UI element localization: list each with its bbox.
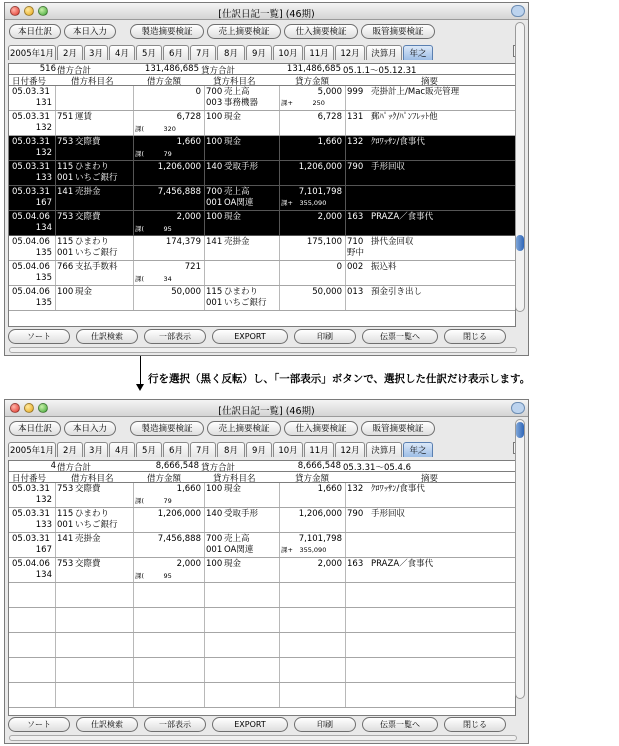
memo-text: 売掛計上/Mac販売管理 (371, 87, 460, 97)
scroll-thumb[interactable] (516, 235, 524, 251)
debit-amount: 50,000 (171, 287, 201, 297)
manufacturing-memo-check-button[interactable]: 製造摘要検証 (130, 24, 204, 39)
col-memo: 摘要 (421, 474, 439, 484)
sort-button[interactable]: ソート (8, 329, 70, 344)
tab-8[interactable]: 9月 (246, 45, 272, 60)
table-row[interactable] (9, 86, 515, 111)
entry-count: 516 (39, 64, 56, 74)
table-row[interactable] (9, 161, 515, 186)
memo-text: 掛代金回収 (371, 237, 414, 247)
tab-10[interactable]: 11月 (304, 45, 334, 60)
period-range: 05.1.1～05.12.31 (343, 66, 417, 76)
debit-account-code: 141 (57, 534, 74, 544)
admin-memo-check-button[interactable]: 販管摘要検証 (361, 24, 435, 39)
summary-row (9, 461, 515, 472)
table-row[interactable] (9, 286, 515, 311)
debit-account-code: 115 (57, 509, 74, 519)
journal-grid (8, 460, 516, 716)
tab-1[interactable]: 2月 (57, 45, 83, 60)
credit-account-name: 受取手形 (224, 509, 259, 519)
entry-count: 4 (50, 461, 56, 471)
export-button[interactable]: EXPORT (212, 717, 288, 732)
tab-9[interactable]: 10月 (273, 45, 303, 60)
tab-12[interactable]: 決算月 (366, 442, 402, 457)
debit-sub-code: 001 (57, 173, 74, 183)
purchase-memo-check-button[interactable]: 仕入摘要検証 (284, 421, 358, 436)
credit-account-code: 100 (206, 212, 223, 222)
col-debit-amount: 借方金額 (147, 77, 182, 87)
entry-date: 05.04.06 (12, 287, 50, 297)
credit-account-code: 700 (206, 187, 223, 197)
memo-text: ｸﾛﾜｯｻﾝ/食事代 (371, 137, 425, 147)
debit-total: 8,666,548 (155, 461, 199, 471)
credit-account-name: 売上高 (224, 87, 250, 97)
entry-number: 167 (35, 198, 52, 208)
voucher-list-button[interactable]: 伝票一覧へ (362, 329, 438, 344)
memo-text-sub: 野中 (347, 248, 365, 258)
credit-sub-name: いちご銀行 (224, 298, 267, 308)
entry-date: 05.04.06 (12, 559, 50, 569)
debit-tax: 課( 34 (135, 275, 172, 283)
debit-amount: 1,660 (176, 137, 201, 147)
debit-sub-name: いちご銀行 (75, 520, 118, 530)
admin-memo-check-button[interactable]: 販管摘要検証 (361, 421, 435, 436)
toolbar-toggle-icon[interactable] (511, 5, 525, 17)
window-title: [仕訳日記一覧] (46期) (218, 9, 315, 20)
memo-text: 手形回収 (371, 509, 406, 519)
memo-code: 002 (347, 262, 364, 272)
close-button[interactable]: 閉じる (444, 717, 506, 732)
empty-row[interactable] (9, 633, 515, 658)
memo-code: 999 (347, 87, 364, 97)
memo-text: 預金引き出し (371, 287, 423, 297)
credit-amount: 2,000 (317, 559, 342, 569)
tab-2[interactable]: 3月 (84, 45, 108, 60)
purchase-memo-check-button[interactable]: 仕入摘要検証 (284, 24, 358, 39)
entry-number: 133 (35, 173, 52, 183)
entry-date: 05.03.31 (12, 87, 50, 97)
debit-amount: 721 (184, 262, 201, 272)
debit-account-name: 交際費 (75, 484, 101, 494)
debit-amount: 174,379 (165, 237, 201, 247)
journal-rows (9, 483, 515, 708)
empty-row[interactable] (9, 583, 515, 608)
debit-amount: 2,000 (176, 212, 201, 222)
tab-5[interactable]: 6月 (163, 45, 189, 60)
memo-text: PRAZA／食事代 (371, 559, 434, 569)
debit-account-name: 売掛金 (75, 187, 101, 197)
vertical-scrollbar[interactable] (515, 22, 525, 312)
debit-amount: 1,206,000 (157, 509, 201, 519)
tab-4[interactable]: 5月 (136, 442, 162, 457)
debit-amount: 7,456,888 (157, 534, 201, 544)
credit-account-code: 100 (206, 112, 223, 122)
credit-total-label: 貸方合計 (201, 66, 236, 76)
print-button[interactable]: 印刷 (294, 329, 356, 344)
debit-tax: 課( 95 (135, 225, 172, 233)
entry-date: 05.03.31 (12, 484, 50, 494)
entry-date: 05.03.31 (12, 187, 50, 197)
print-button[interactable]: 印刷 (294, 717, 356, 732)
credit-total-label: 貸方合計 (201, 463, 236, 473)
period-range: 05.3.31～05.4.6 (343, 463, 411, 473)
debit-sub-code: 001 (57, 248, 74, 258)
credit-account-name: 売掛金 (224, 237, 250, 247)
tab-6[interactable]: 7月 (190, 45, 216, 60)
today-input-button[interactable]: 本日入力 (64, 24, 116, 39)
entry-date: 05.03.31 (12, 509, 50, 519)
debit-account-code: 115 (57, 237, 74, 247)
entry-number: 134 (35, 223, 52, 233)
credit-account-code: 100 (206, 137, 223, 147)
credit-account-code: 700 (206, 534, 223, 544)
credit-tax: 課+ 355,090 (281, 199, 327, 207)
tab-1[interactable]: 2月 (57, 442, 83, 457)
debit-amount: 6,728 (176, 112, 201, 122)
summary-row (9, 64, 515, 75)
entry-number: 135 (35, 298, 52, 308)
col-credit-amount: 貸方金額 (295, 77, 330, 87)
credit-account-name: 現金 (224, 112, 242, 122)
memo-text: ｸﾛﾜｯｻﾝ/食事代 (371, 484, 425, 494)
debit-tax: 課( 95 (135, 572, 172, 580)
entry-number: 131 (35, 98, 52, 108)
credit-account-code: 700 (206, 87, 223, 97)
memo-code: 132 (347, 484, 364, 494)
debit-tax: 課( 320 (135, 125, 176, 133)
today-input-button[interactable]: 本日入力 (64, 421, 116, 436)
month-tabs (5, 42, 528, 60)
tab-12[interactable]: 決算月 (366, 45, 402, 60)
col-date-number: 日付番号 (12, 77, 47, 87)
credit-account-code: 140 (206, 509, 223, 519)
credit-sub-name: OA関連 (224, 545, 254, 555)
table-row[interactable] (9, 211, 515, 236)
credit-account-code: 115 (206, 287, 223, 297)
credit-account-name: 現金 (224, 212, 242, 222)
entry-number: 132 (35, 123, 52, 133)
journal-window-full (4, 2, 529, 356)
credit-account-name: 受取手形 (224, 162, 259, 172)
credit-amount: 2,000 (317, 212, 342, 222)
down-arrow-icon (140, 356, 141, 386)
debit-account-code: 141 (57, 187, 74, 197)
table-row[interactable] (9, 111, 515, 136)
today-journal-button[interactable]: 本日仕訳 (9, 24, 61, 39)
debit-account-code: 100 (57, 287, 74, 297)
credit-sub-code: 001 (206, 198, 223, 208)
memo-code: 131 (347, 112, 364, 122)
title-bar (5, 3, 528, 20)
credit-amount: 50,000 (312, 287, 342, 297)
tab-4[interactable]: 5月 (136, 45, 162, 60)
partial-display-button[interactable]: 一部表示 (144, 329, 206, 344)
bottom-toolbar (8, 717, 506, 732)
col-date-number: 日付番号 (12, 474, 47, 484)
debit-account-name: 現金 (75, 287, 93, 297)
debit-account-code: 753 (57, 559, 74, 569)
journal-rows (9, 86, 515, 311)
debit-account-name: ひまわり (75, 162, 110, 172)
credit-amount: 175,100 (306, 237, 342, 247)
partial-display-button[interactable]: 一部表示 (144, 717, 206, 732)
col-memo: 摘要 (421, 77, 439, 87)
credit-sub-code: 003 (206, 98, 223, 108)
debit-account-code: 753 (57, 484, 74, 494)
entry-number: 167 (35, 545, 52, 555)
credit-amount: 7,101,798 (298, 534, 342, 544)
entry-date: 05.04.06 (12, 212, 50, 222)
credit-account-name: 売上高 (224, 534, 250, 544)
col-credit-account: 貸方科目名 (213, 474, 256, 484)
debit-account-name: ひまわり (75, 509, 110, 519)
credit-tax: 課+ 355,090 (281, 546, 327, 554)
toolbar (5, 20, 528, 42)
credit-amount: 1,660 (317, 484, 342, 494)
debit-account-name: 支払手数料 (75, 262, 118, 272)
entry-number: 134 (35, 570, 52, 580)
debit-account-code: 766 (57, 262, 74, 272)
debit-amount: 0 (195, 87, 201, 97)
credit-account-code: 140 (206, 162, 223, 172)
tab-0[interactable]: 2005年1月 (8, 442, 56, 457)
debit-account-name: 運賃 (75, 112, 93, 122)
month-tabs (5, 439, 528, 457)
debit-account-name: 交際費 (75, 137, 101, 147)
entry-number: 135 (35, 248, 52, 258)
journal-search-button[interactable]: 仕訳検索 (76, 329, 138, 344)
window-title: [仕訳日記一覧] (46期) (218, 406, 315, 417)
tab-8[interactable]: 9月 (246, 442, 272, 457)
entry-date: 05.03.31 (12, 112, 50, 122)
debit-amount: 1,660 (176, 484, 201, 494)
entry-number: 135 (35, 273, 52, 283)
tab-5[interactable]: 6月 (163, 442, 189, 457)
bottom-toolbar (8, 329, 506, 344)
memo-text: 手形回収 (371, 162, 406, 172)
col-debit-amount: 借方金額 (147, 474, 182, 484)
col-credit-account: 貸方科目名 (213, 77, 256, 87)
debit-account-name: 交際費 (75, 212, 101, 222)
entry-date: 05.03.31 (12, 137, 50, 147)
credit-sub-code: 001 (206, 545, 223, 555)
col-credit-amount: 貸方金額 (295, 474, 330, 484)
credit-amount: 1,206,000 (298, 509, 342, 519)
credit-account-code: 141 (206, 237, 223, 247)
empty-row[interactable] (9, 683, 515, 708)
entry-date: 05.04.06 (12, 237, 50, 247)
empty-row[interactable] (9, 658, 515, 683)
debit-account-code: 115 (57, 162, 74, 172)
memo-text: 振込料 (371, 262, 397, 272)
entry-date: 05.03.31 (12, 162, 50, 172)
journal-search-button[interactable]: 仕訳検索 (76, 717, 138, 732)
journal-grid (8, 63, 516, 327)
memo-code: 163 (347, 212, 364, 222)
tab-0[interactable]: 2005年1月 (8, 45, 56, 60)
table-row[interactable] (9, 261, 515, 286)
close-button[interactable]: 閉じる (444, 329, 506, 344)
credit-account-code: 100 (206, 484, 223, 494)
debit-tax: 課( 79 (135, 150, 172, 158)
debit-amount: 1,206,000 (157, 162, 201, 172)
memo-code: 790 (347, 162, 364, 172)
memo-code: 710 (347, 237, 364, 247)
column-header (9, 472, 515, 483)
tab-13[interactable]: 年之 (403, 45, 433, 60)
debit-amount: 2,000 (176, 559, 201, 569)
entry-number: 132 (35, 148, 52, 158)
horizontal-scrollbar[interactable] (9, 347, 517, 353)
memo-text: 郵ﾊﾟｯｸ/ﾊﾟﾝﾌﾚｯﾄ他 (371, 112, 438, 122)
tab-11[interactable]: 12月 (335, 45, 365, 60)
credit-account-name: ひまわり (224, 287, 259, 297)
journal-window-filtered (4, 399, 529, 744)
debit-sub-name: いちご銀行 (75, 248, 118, 258)
credit-total: 8,666,548 (297, 461, 341, 471)
table-row[interactable] (9, 483, 515, 508)
column-header (9, 75, 515, 86)
credit-account-name: 現金 (224, 484, 242, 494)
horizontal-scrollbar[interactable] (9, 735, 517, 741)
debit-total: 131,486,685 (144, 64, 199, 74)
credit-amount: 0 (336, 262, 342, 272)
credit-sub-code: 001 (206, 298, 223, 308)
debit-amount: 7,456,888 (157, 187, 201, 197)
debit-account-code: 751 (57, 112, 74, 122)
entry-date: 05.03.31 (12, 534, 50, 544)
credit-amount: 6,728 (317, 112, 342, 122)
table-row[interactable] (9, 186, 515, 211)
tab-3[interactable]: 4月 (109, 45, 135, 60)
tab-2[interactable]: 3月 (84, 442, 108, 457)
entry-number: 133 (35, 520, 52, 530)
tab-10[interactable]: 11月 (304, 442, 334, 457)
credit-sub-name: 事務機器 (224, 98, 259, 108)
entry-date: 05.04.06 (12, 262, 50, 272)
debit-total-label: 借方合計 (57, 66, 92, 76)
col-debit-account: 借方科目名 (71, 77, 114, 87)
credit-total: 131,486,685 (286, 64, 341, 74)
credit-account-name: 売上高 (224, 187, 250, 197)
debit-account-name: 交際費 (75, 559, 101, 569)
debit-total-label: 借方合計 (57, 463, 92, 473)
debit-account-name: 売掛金 (75, 534, 101, 544)
col-debit-account: 借方科目名 (71, 474, 114, 484)
credit-account-name: 現金 (224, 137, 242, 147)
scroll-thumb[interactable] (516, 422, 524, 438)
memo-code: 163 (347, 559, 364, 569)
toolbar (5, 417, 528, 439)
memo-code: 013 (347, 287, 364, 297)
voucher-list-button[interactable]: 伝票一覧へ (362, 717, 438, 732)
toolbar-toggle-icon[interactable] (511, 402, 525, 414)
debit-account-name: ひまわり (75, 237, 110, 247)
table-row[interactable] (9, 236, 515, 261)
debit-account-code: 753 (57, 137, 74, 147)
sort-button[interactable]: ソート (8, 717, 70, 732)
debit-sub-name: いちご銀行 (75, 173, 118, 183)
credit-amount: 7,101,798 (298, 187, 342, 197)
today-journal-button[interactable]: 本日仕訳 (9, 421, 61, 436)
tab-6[interactable]: 7月 (190, 442, 216, 457)
sales-memo-check-button[interactable]: 売上摘要検証 (207, 421, 281, 436)
export-button[interactable]: EXPORT (212, 329, 288, 344)
manufacturing-memo-check-button[interactable]: 製造摘要検証 (130, 421, 204, 436)
credit-amount: 1,660 (317, 137, 342, 147)
entry-number: 132 (35, 495, 52, 505)
tab-7[interactable]: 8月 (217, 45, 245, 60)
table-row[interactable] (9, 533, 515, 558)
title-bar (5, 400, 528, 417)
credit-sub-name: OA関連 (224, 198, 254, 208)
table-row[interactable] (9, 508, 515, 533)
debit-tax: 課( 79 (135, 497, 172, 505)
tab-7[interactable]: 8月 (217, 442, 245, 457)
table-row[interactable] (9, 136, 515, 161)
instruction-caption: 行を選択（黒く反転）し、「一部表示」ボタンで、選択した仕訳だけ表示します。 (148, 373, 531, 385)
debit-account-code: 753 (57, 212, 74, 222)
credit-account-code: 100 (206, 559, 223, 569)
memo-text: PRAZA／食事代 (371, 212, 434, 222)
sales-memo-check-button[interactable]: 売上摘要検証 (207, 24, 281, 39)
tab-3[interactable]: 4月 (109, 442, 135, 457)
memo-code: 132 (347, 137, 364, 147)
tab-11[interactable]: 12月 (335, 442, 365, 457)
memo-code: 790 (347, 509, 364, 519)
tab-13[interactable]: 年之 (403, 442, 433, 457)
table-row[interactable] (9, 558, 515, 583)
credit-amount: 5,000 (317, 87, 342, 97)
credit-account-name: 現金 (224, 559, 242, 569)
credit-tax: 課+ 250 (281, 99, 325, 107)
debit-sub-code: 001 (57, 520, 74, 530)
empty-row[interactable] (9, 608, 515, 633)
vertical-scrollbar[interactable] (515, 419, 525, 699)
tab-9[interactable]: 10月 (273, 442, 303, 457)
credit-amount: 1,206,000 (298, 162, 342, 172)
